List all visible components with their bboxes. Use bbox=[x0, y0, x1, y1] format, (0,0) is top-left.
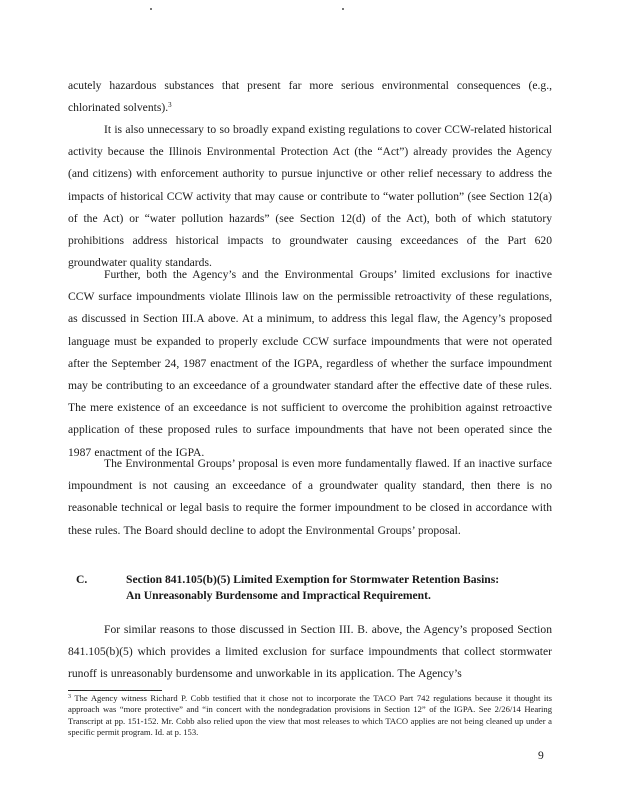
section-letter: C. bbox=[76, 573, 88, 586]
section-title-line1: Section 841.105(b)(5) Limited Exemption for Stormwater Retention Basins: bbox=[126, 573, 500, 586]
scan-mark bbox=[342, 8, 344, 10]
paragraph-enforcement-authority: It is also unnecessary to so broadly expand existing regulations to cover CCW-related historical activity because the Illinois Environmental Protection Act (the “Act”) already provides the Agency (and citizens) with enforcement authority to pursue injunctive or other relief necessary to address the impacts of historical CCW activity that may cause or contribute to “water pollution” (see Section 12(a) of the Act) or “water pollution hazards” (see Section 12(d) of the Act), both of which statutory prohibitions address historical impacts to groundwater causing exceedances of the Part 620 groundwater quality standards. bbox=[68, 123, 552, 270]
paragraph-environmental-groups: The Environmental Groups’ proposal is even more fundamentally flawed. If an inactive surface impoundment is not causing an exceedance of a groundwater quality standard, then there is no reasonable technical or legal basis to require the former impoundment to be closed in accordance with these rules. The Board should decline to adopt the Environmental Groups’ proposal. bbox=[68, 457, 552, 537]
page-number: 9 bbox=[538, 749, 544, 762]
footnote-divider bbox=[68, 690, 162, 691]
footnote-marker: 3 bbox=[68, 694, 71, 700]
paragraph-continued bbox=[68, 75, 552, 119]
footnote-reference[interactable]: 3 bbox=[168, 101, 172, 110]
paragraph-text: acutely hazardous substances that present far more serious environmental consequences (e.g., chlorinated solvents). bbox=[68, 79, 552, 115]
paragraph-retroactivity: Further, both the Agency’s and the Environmental Groups’ limited exclusions for inactive CCW surface impoundments violate Illinois law on the permissible retroactivity of these regulations, as discussed in Section III.A above. At a minimum, to address this legal flaw, the Agency’s proposed language must be expanded to properly exclude CCW surface impoundments that were not operated after the September 24, 1987 enactment of the IGPA, regardless of whether the surface impoundment may be contributing to an exceedance of a groundwater standard after the effective date of these rules. The mere existence of an exceedance is not sufficient to overcome the prohibition against retroactive application of these proposed rules to surface impoundments that have not been operated since the 1987 enactment of the IGPA. bbox=[68, 268, 552, 459]
scan-mark bbox=[150, 8, 152, 10]
footnote bbox=[68, 693, 552, 739]
section-title-line2: An Unreasonably Burdensome and Impractical Requirement. bbox=[126, 589, 431, 602]
paragraph-stormwater: For similar reasons to those discussed in Section III. B. above, the Agency’s proposed Section 841.105(b)(5) which provides a limited exclusion for surface impoundments that collect stormwater runoff is unreasonably burdensome and unworkable in its application. The Agency’s bbox=[68, 623, 552, 681]
footnote-text: The Agency witness Richard P. Cobb testified that it chose not to incorporate the TACO Part 742 regulations because it thought its approach was “more protective” and “in concert with the nondegradation provisions in Section 12” of the IGPA. See 2/26/14 Hearing Transcript at pp. 151-152. Mr. Cobb also relied upon the view that most releases to which TACO applies are not being cleaned up under a specific permit program. Id. at p. 153. bbox=[68, 693, 552, 738]
